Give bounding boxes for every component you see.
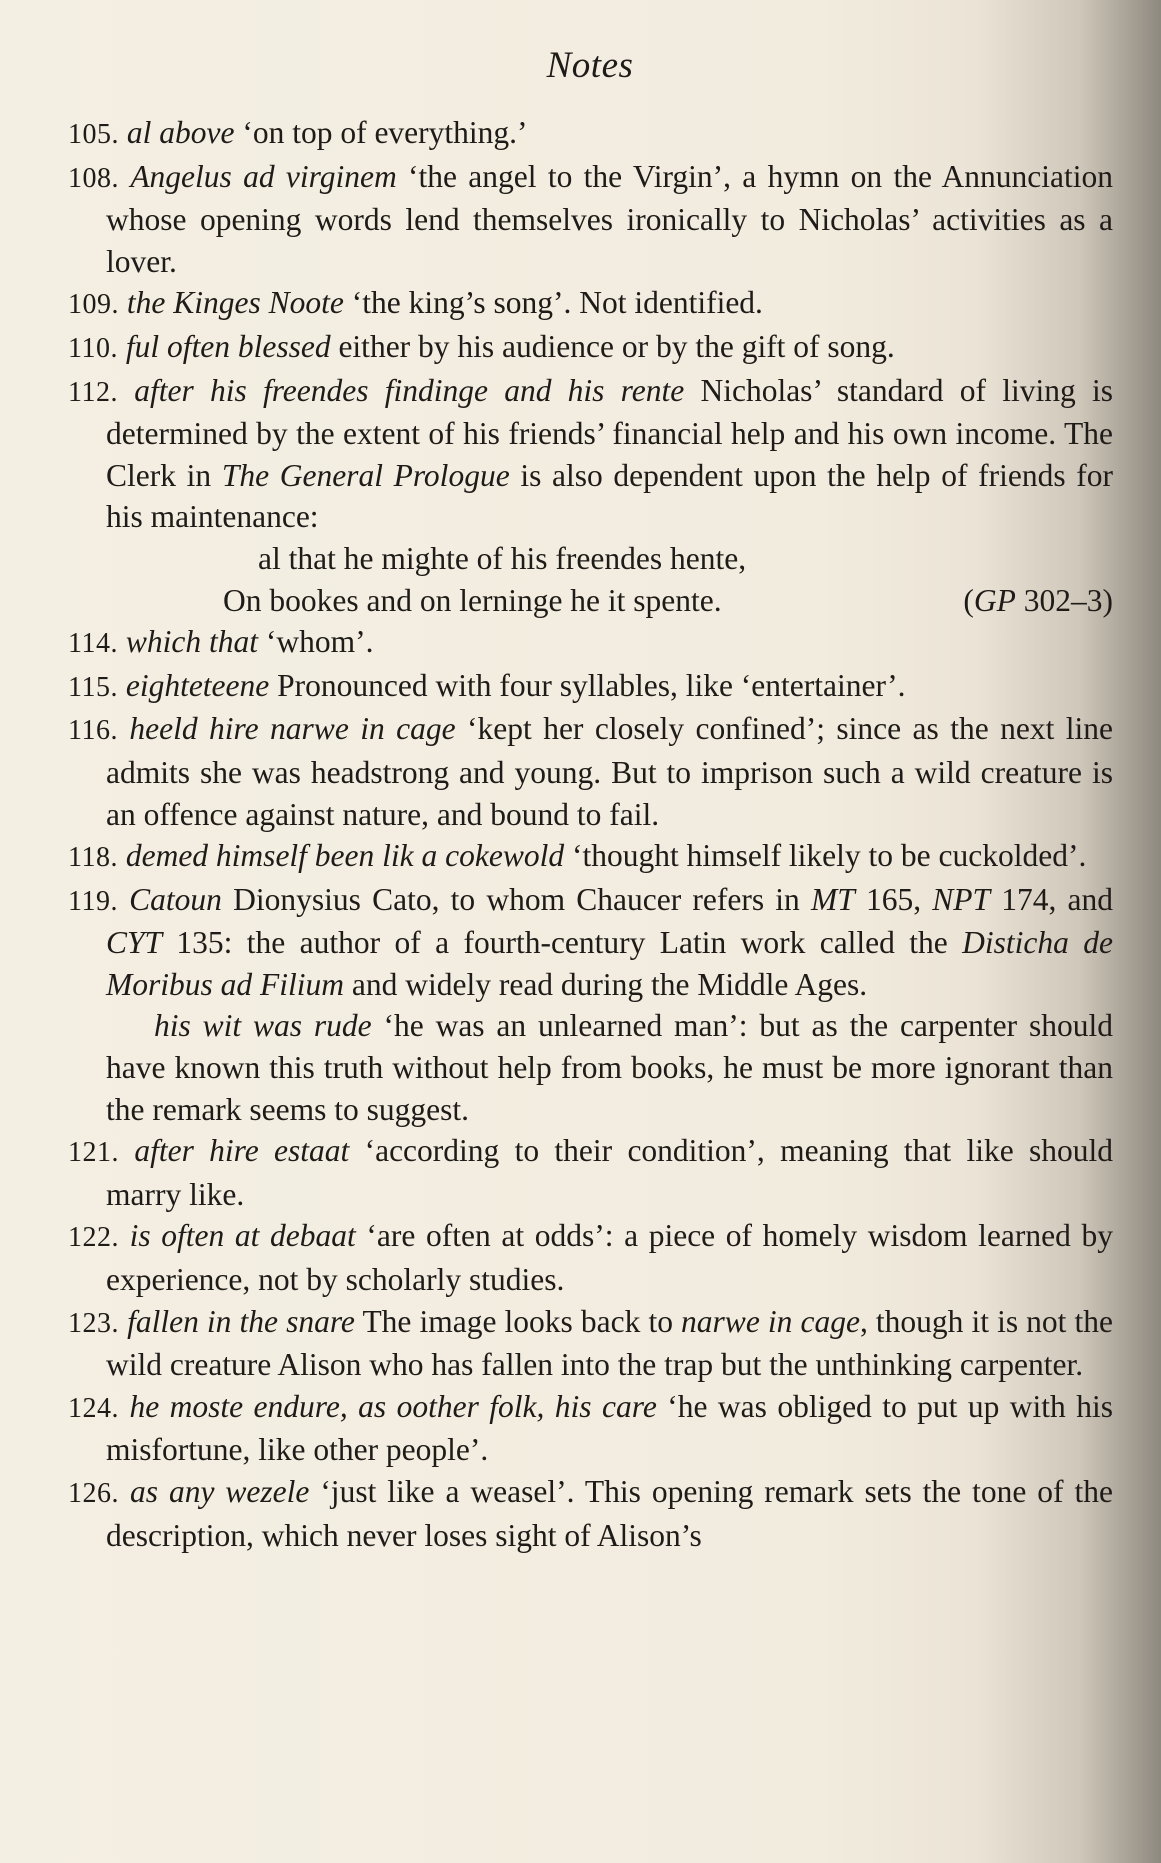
verse-reference: (GP 302–3)	[963, 582, 1113, 618]
note-number: 108.	[68, 162, 119, 194]
note-number: 118.	[68, 842, 118, 874]
note-text: ‘the king’s song’. Not identified.	[343, 285, 763, 321]
note-lemma: demed himself been lik a cokewold	[125, 838, 565, 874]
note-number: 119.	[68, 885, 118, 917]
note-number: 124.	[68, 1392, 119, 1424]
note-116	[68, 708, 1113, 835]
note-121	[68, 1130, 1113, 1215]
note-number: 115.	[68, 671, 118, 703]
note-text: either by his audience or by the gift of song.	[330, 328, 895, 364]
note-text: ‘are often at odds’: a piece of homely wisdom learned by experience, not by scholarly studies.	[106, 1218, 1114, 1298]
note-110	[68, 326, 1113, 370]
note-lemma: al above	[126, 115, 235, 150]
verse-line-1: al that he mighte of his freendes hente,	[258, 540, 747, 576]
note-number: 122.	[68, 1222, 119, 1254]
verse-line-2-text: On bookes and on lerninge he it spente.	[223, 582, 722, 618]
note-text: Pronounced with four syllables, like ‘entertainer’.	[269, 667, 906, 703]
tale-abbr-cyt: CYT	[106, 925, 163, 961]
note-105	[68, 112, 1113, 156]
verse-line-2	[68, 580, 1113, 622]
note-114	[68, 621, 1113, 665]
note-text: ‘he was an unlearned man’: but as the carpenter should have known this truth without help from books, he must be more ignorant than the remark seems to suggest.	[106, 1008, 1113, 1127]
note-number: 123.	[68, 1307, 119, 1339]
tale-abbr-mt: MT	[810, 881, 855, 917]
note-112	[68, 370, 1113, 538]
note-119-subnote	[68, 1005, 1113, 1130]
note-text: ‘thought himself likely to be cuckolded’.	[564, 838, 1087, 874]
note-lemma: eighteteene	[125, 667, 270, 703]
note-lemma: as any wezele	[129, 1474, 310, 1509]
verse-reference-lines: 302–3)	[1015, 582, 1113, 618]
note-text: ‘just like a weasel’. This opening remark sets the tone of the description, which never loses sight of Alison’s	[106, 1474, 1113, 1553]
note-lemma: after hire estaat	[134, 1133, 350, 1169]
verse-quotation	[68, 538, 1113, 621]
note-text: Nicholas’ standard of living is determined by the extent of his friends’ financial help and his own income. The Clerk in	[106, 372, 1114, 493]
running-head: Notes	[546, 45, 634, 86]
note-number: 112.	[68, 376, 118, 408]
note-text: ‘kept her closely confined’; since as the next line admits she was headstrong and young. But to imprison such a wild creature is an offence against nature, and bound to fail.	[106, 711, 1113, 832]
note-number: 105.	[68, 119, 119, 150]
note-lemma: the Kinges Noote	[126, 285, 344, 321]
cross-reference: narwe in cage	[681, 1303, 860, 1339]
note-109	[68, 282, 1113, 326]
verse-reference-abbr: GP	[973, 582, 1016, 618]
note-lemma: his wit was rude	[154, 1008, 372, 1044]
note-122	[68, 1215, 1113, 1300]
note-lemma: fallen in the snare	[127, 1303, 355, 1339]
note-115	[68, 665, 1113, 709]
note-number: 114.	[68, 628, 118, 660]
note-number: 126.	[68, 1478, 119, 1509]
note-lemma: heeld hire narwe in cage	[129, 711, 456, 747]
note-lemma: which that	[125, 624, 258, 660]
note-text: ‘the angel to the Virgin’, a hymn on the Annunciation whose opening words lend themselves ironically to Nicholas’ activities as a lover.	[106, 158, 1113, 279]
note-108	[68, 156, 1113, 283]
note-lemma: Catoun	[129, 881, 222, 917]
note-text: ‘according to their condition’, meaning that like should marry like.	[106, 1133, 1114, 1212]
note-lemma: after his freendes findinge and his rente	[134, 372, 685, 408]
note-118	[68, 835, 1113, 879]
note-number: 110.	[68, 332, 118, 364]
note-text-continued: is also dependent upon the help of friends for his maintenance:	[106, 457, 1113, 535]
note-text: ‘on top of everything.’	[234, 115, 528, 150]
note-number: 109.	[68, 289, 119, 321]
tale-abbr-npt: NPT	[932, 881, 991, 917]
note-text: ‘he was obliged to put up with his misfortune, like other people’.	[106, 1388, 1113, 1468]
note-number: 121.	[68, 1137, 119, 1169]
note-119: 119. Catoun Dionysius Cato, to whom Chaucer refers in MT 165, NPT 174, and CYT 135: the author of a fourth-century Latin work called the Disticha de Moribus ad Filium and widely read during the Middle Ages.	[68, 881, 1114, 1002]
note-lemma: ful often blessed	[125, 328, 331, 364]
note-123: 123. fallen in the snare The image looks back to narwe in cage, though it is not the wild creature Alison who has fallen into the trap but the unthinking carpenter.	[68, 1303, 1114, 1383]
note-number: 116.	[68, 715, 118, 747]
note-lemma: is often at debaat	[129, 1218, 356, 1254]
notes-list	[68, 112, 1113, 1556]
note-lemma: he moste endure, as oother folk, his care	[129, 1388, 657, 1424]
work-title: The General Prologue	[221, 457, 510, 493]
note-lemma: Angelus ad virginem	[130, 158, 397, 194]
work-title: Disticha de Moribus ad Filium	[106, 925, 1114, 1002]
note-124	[68, 1386, 1113, 1471]
note-text: ‘whom’.	[257, 624, 374, 660]
note-126	[68, 1471, 1113, 1556]
